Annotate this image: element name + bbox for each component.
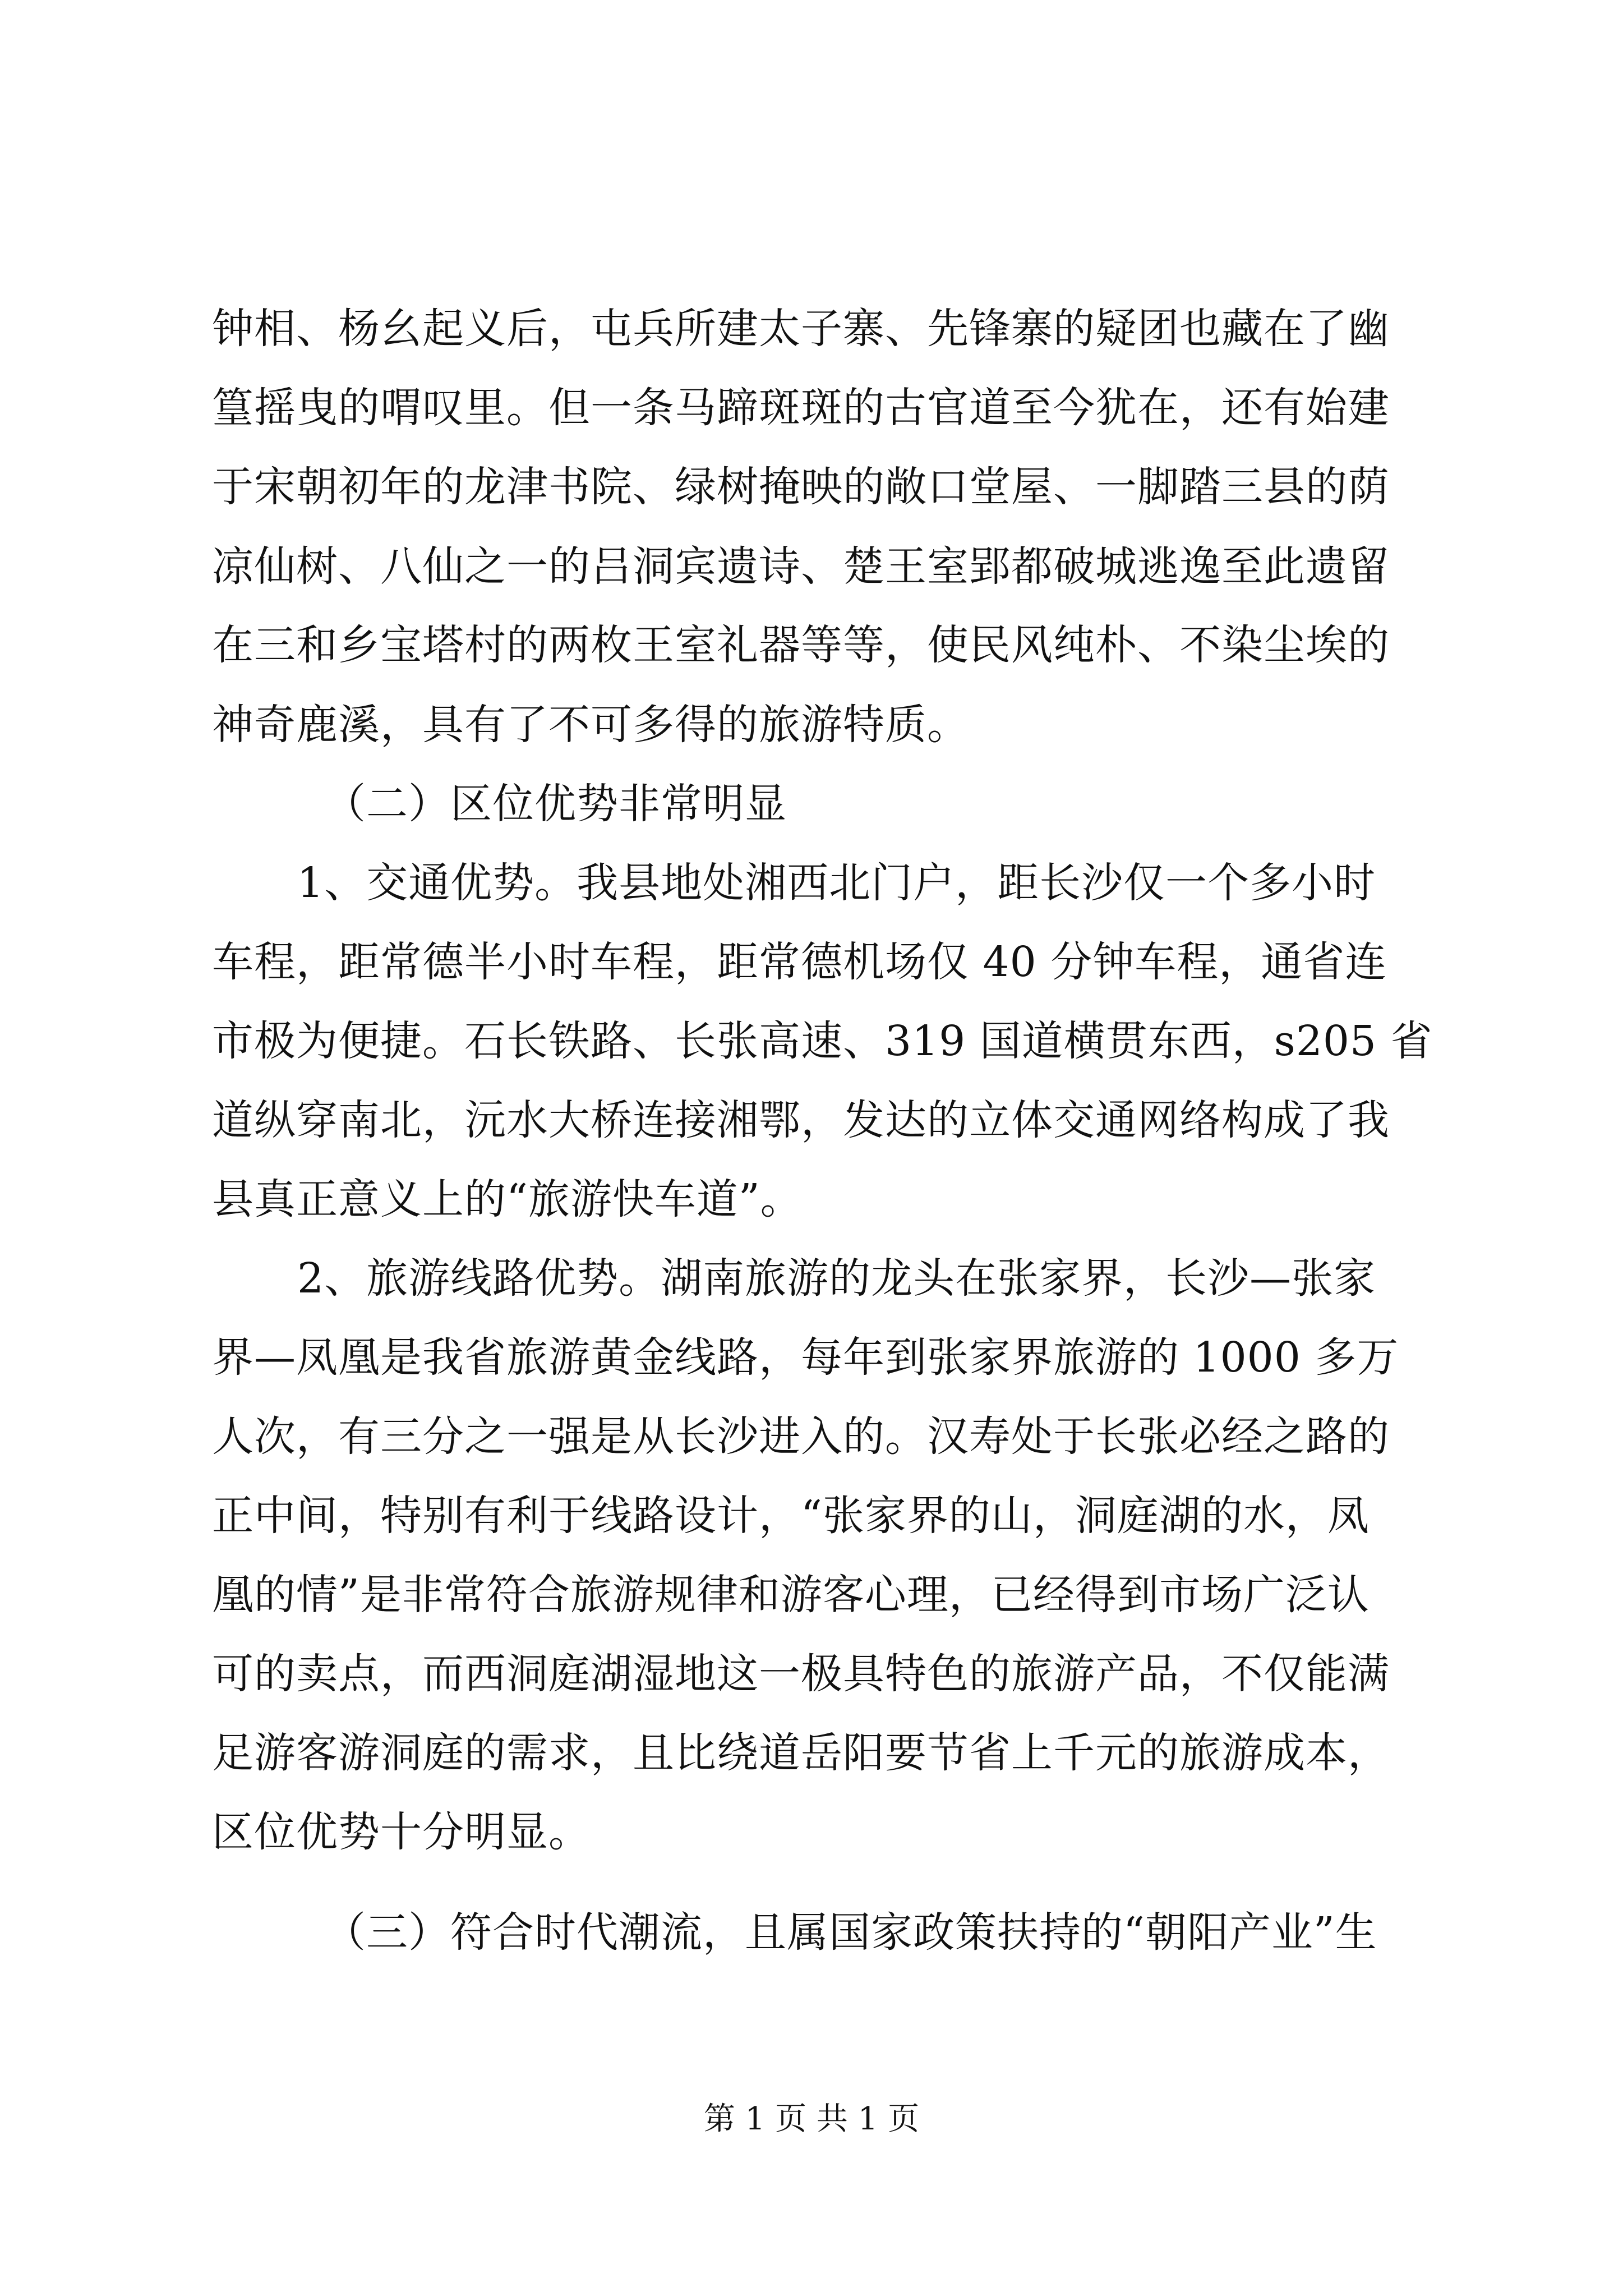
paragraph-line: 1、交通优势。我县地处湘西北门户，距长沙仅一个多小时 [297,859,1376,907]
section-heading: （三）符合时代潮流，且属国家政策扶持的“朝阳产业”生 [324,1908,1377,1957]
paragraph-line: 钟相、杨幺起义后，屯兵所建太子寨、先锋寨的疑团也藏在了幽 [212,305,1390,353]
paragraph-line: 篁摇曳的喟叹里。但一条马蹄斑斑的古官道至今犹在，还有始建 [212,384,1390,432]
paragraph-line: 县真正意义上的“旅游快车道”。 [212,1175,803,1223]
paragraph-line: 区位优势十分明显。 [212,1808,591,1856]
paragraph-line: 正中间，特别有利于线路设计，“张家界的山，洞庭湖的水，凤 [212,1492,1370,1540]
paragraph-line: 市极为便捷。石长铁路、长张高速、319 国道横贯东西，s205 省 [212,1017,1433,1065]
page-footer: 第 1 页 共 1 页 [703,2101,920,2137]
paragraph-line: 2、旅游线路优势。湖南旅游的龙头在张家界，长沙—张家 [297,1254,1376,1303]
paragraph-line: 人次，有三分之一强是从长沙进入的。汉寿处于长张必经之路的 [212,1412,1390,1461]
paragraph-line: 在三和乡宝塔村的两枚王室礼器等等，使民风纯朴、不染尘埃的 [212,621,1390,669]
paragraph-line: 凰的情”是非常符合旅游规律和游客心理，已经得到市场广泛认 [212,1571,1370,1619]
paragraph-line: 凉仙树、八仙之一的吕洞宾遗诗、楚王室郢都破城逃逸至此遗留 [212,542,1390,591]
paragraph-line: 车程，距常德半小时车程，距常德机场仅 40 分钟车程，通省连 [212,938,1387,986]
paragraph-line: 道纵穿南北，沅水大桥连接湘鄂，发达的立体交通网络构成了我 [212,1096,1390,1144]
paragraph-line: 神奇鹿溪，具有了不可多得的旅游特质。 [212,701,969,749]
paragraph-line: 可的卖点，而西洞庭湖湿地这一极具特色的旅游产品，不仅能满 [212,1650,1390,1698]
section-heading: （二）区位优势非常明显 [324,780,787,828]
paragraph-line: 界—凤凰是我省旅游黄金线路，每年到张家界旅游的 1000 多万 [212,1333,1399,1382]
paragraph-line: 于宋朝初年的龙津书院、绿树掩映的敞口堂屋、一脚踏三县的荫 [212,463,1390,511]
paragraph-line: 足游客游洞庭的需求，且比绕道岳阳要节省上千元的旅游成本， [212,1729,1390,1777]
